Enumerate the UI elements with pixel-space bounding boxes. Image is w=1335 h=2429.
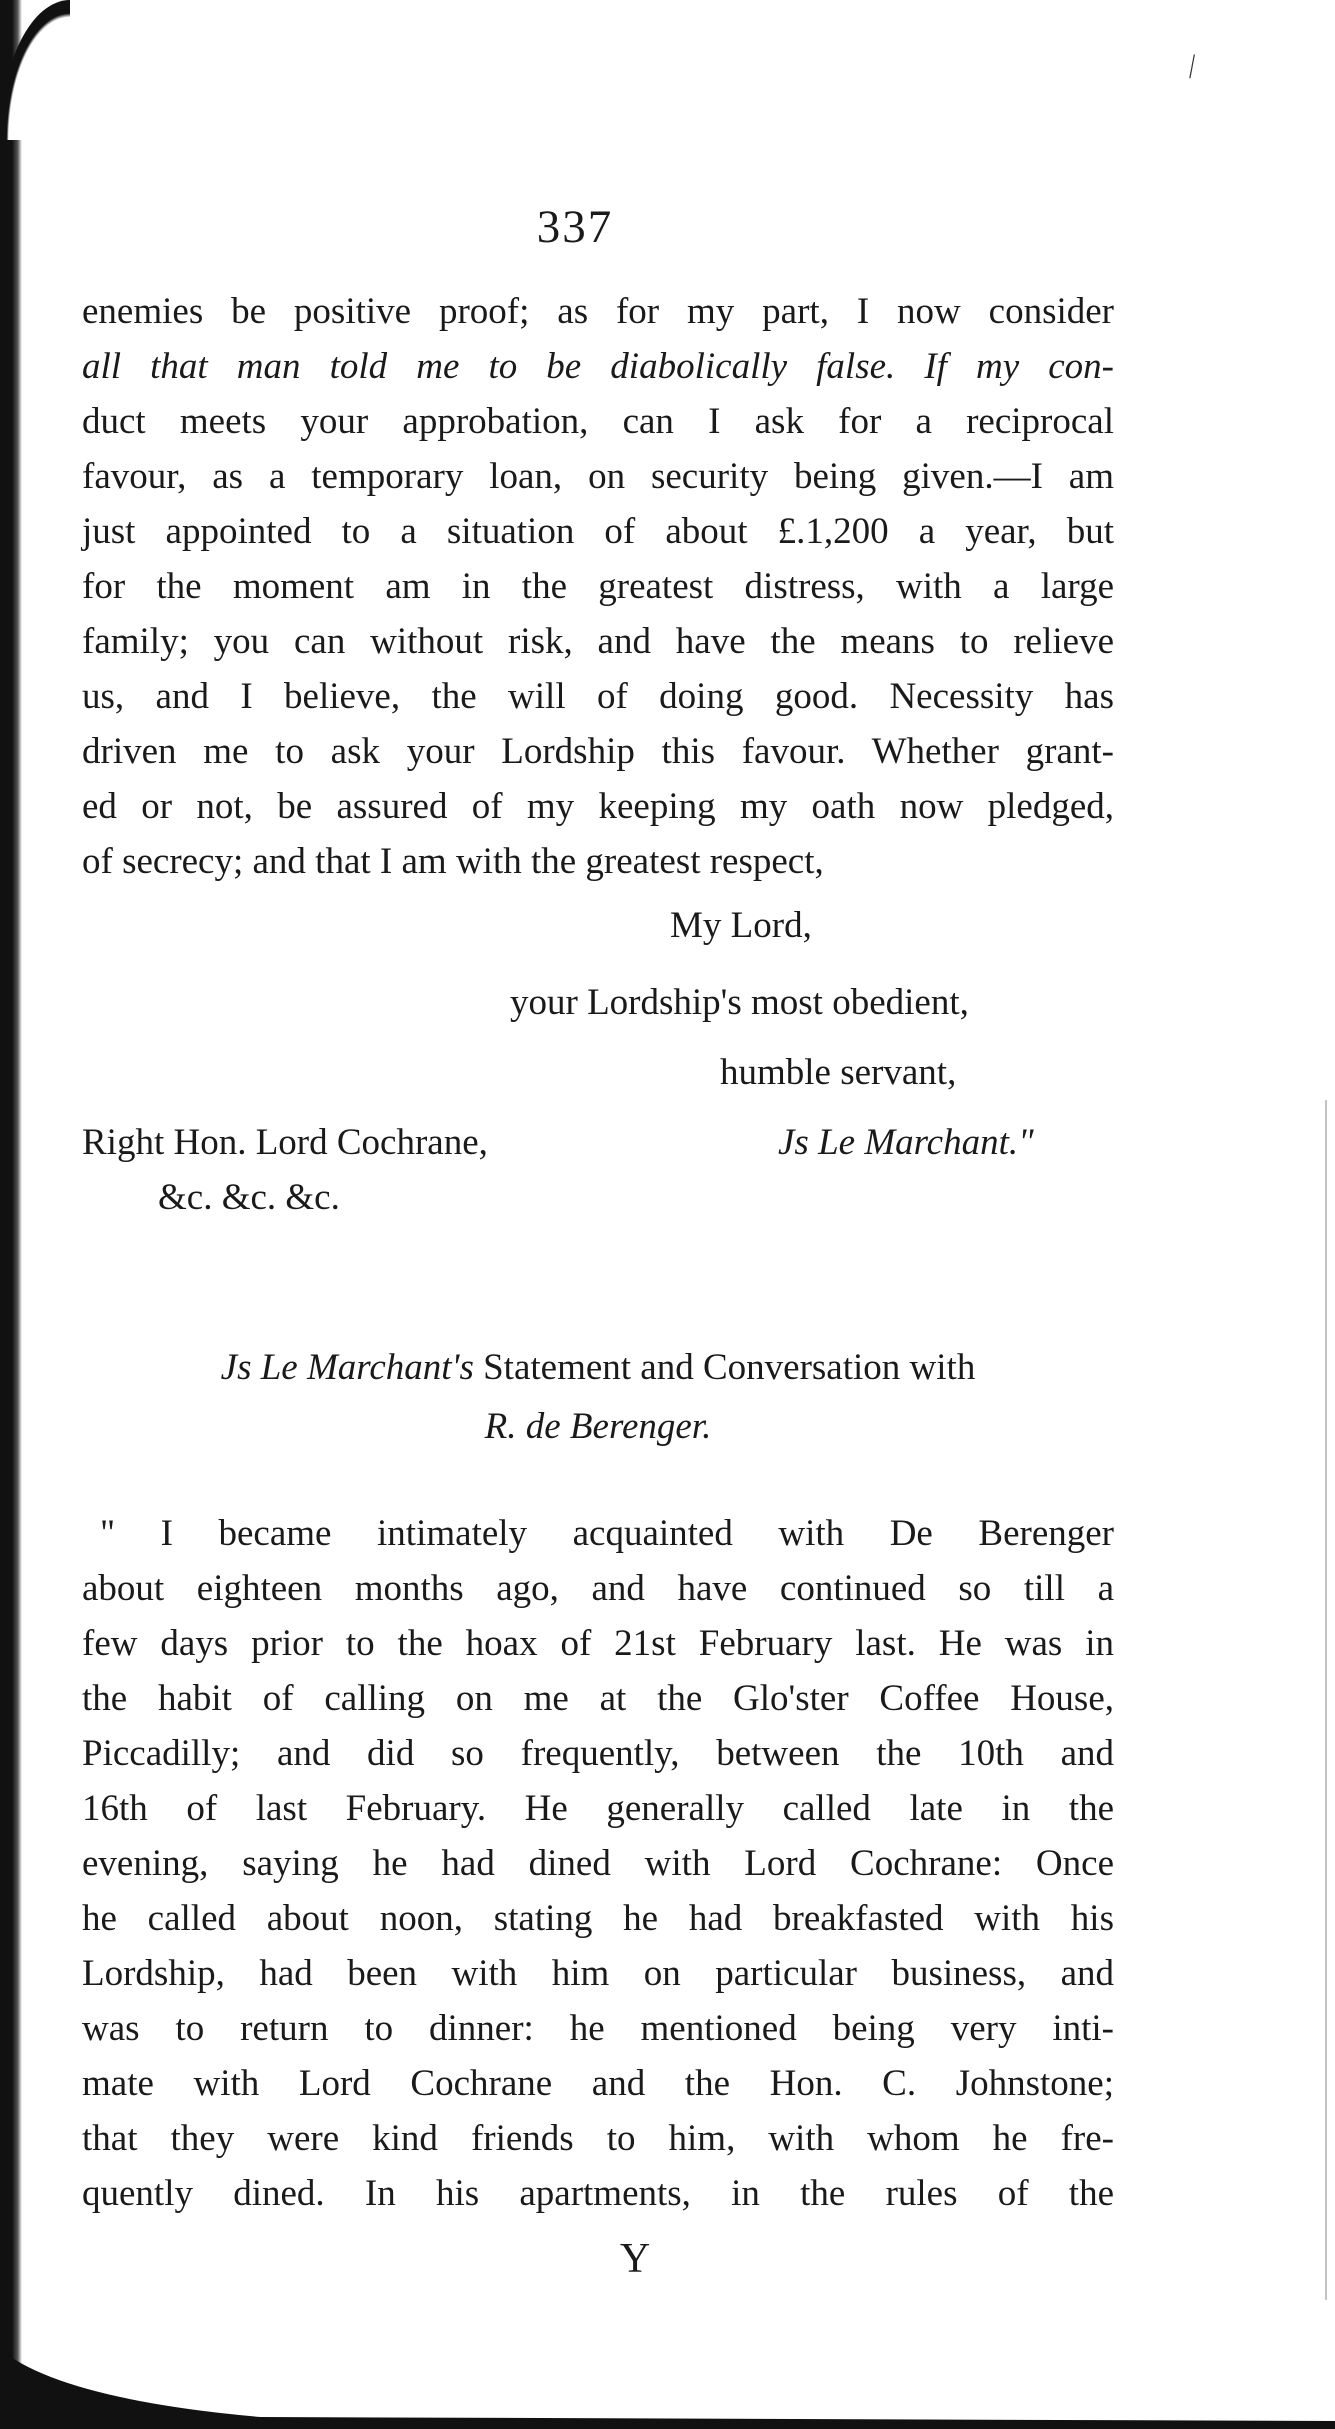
statement-line: he called about noon, stating he had breakfasted with his (82, 1898, 1114, 1939)
page-number: 337 (536, 201, 614, 253)
statement-line: " I became intimately acquainted with De Berenger (100, 1513, 1114, 1554)
letter-line: of secrecy; and that I am with the greatest respect, (82, 841, 824, 882)
addressee-etc: &c. &c. &c. (158, 1177, 340, 1218)
letter-body (82, 284, 1114, 889)
addressee: Right Hon. Lord Cochrane, (82, 1122, 488, 1163)
heading-line-1 (82, 1340, 1114, 1395)
statement-line: 16th of last February. He generally called late in the (82, 1788, 1114, 1829)
catchword: Y (619, 2236, 651, 2282)
scan-left-edge (0, 0, 22, 2429)
letter-line: for the moment am in the greatest distress, with a large (82, 566, 1114, 607)
statement-line: Lordship, had been with him on particular business, and (82, 1953, 1114, 1994)
closing-line: your Lordship's most obedient, (510, 982, 969, 1023)
section-heading (82, 1340, 1114, 1454)
statement-line: quently dined. In his apartments, in the rules of the (82, 2173, 1114, 2214)
heading-line-2: R. de Berenger. (484, 1406, 712, 1447)
statement-line: evening, saying he had dined with Lord Cochrane: Once (82, 1843, 1114, 1884)
scan-right-edge (1325, 1100, 1327, 2300)
closing-salutation: My Lord, (670, 905, 812, 946)
letter-line: all that man told me to be diabolically false. If my con- (82, 346, 1114, 387)
heading-italic: Js Le Marchant's (220, 1347, 474, 1388)
statement-line: was to return to dinner: he mentioned being very inti- (82, 2008, 1114, 2049)
letter-line: duct meets your approbation, can I ask for a reciprocal (82, 401, 1114, 442)
statement-line: Piccadilly; and did so frequently, between the 10th and (82, 1733, 1114, 1774)
statement-body (82, 1506, 1114, 2221)
statement-line: that they were kind friends to him, with whom he fre- (82, 2118, 1114, 2159)
page-curl-bottom (0, 2339, 1335, 2429)
letter-line: ed or not, be assured of my keeping my oath now pledged, (82, 786, 1114, 827)
statement-line: mate with Lord Cochrane and the Hon. C. Johnstone; (82, 2063, 1114, 2104)
letter-line: family; you can without risk, and have the means to relieve (82, 621, 1114, 662)
statement-line: few days prior to the hoax of 21st February last. He was in (82, 1623, 1114, 1664)
statement-line: about eighteen months ago, and have continued so till a (82, 1568, 1114, 1609)
signature: Js Le Marchant." (778, 1122, 1034, 1163)
letter-line: favour, as a temporary loan, on security being given.—I am (82, 456, 1114, 497)
closing-line: humble servant, (720, 1052, 957, 1093)
letter-line: us, and I believe, the will of doing good. Necessity has (82, 676, 1114, 717)
stray-mark: ⁄ (1183, 50, 1202, 83)
letter-line: enemies be positive proof; as for my part, I now consider (82, 291, 1114, 332)
statement-line: the habit of calling on me at the Glo'ster Coffee House, (82, 1678, 1114, 1719)
heading-rest: Statement and Conversation with (473, 1347, 976, 1388)
letter-line: driven me to ask your Lordship this favour. Whether grant- (82, 731, 1114, 772)
letter-line: just appointed to a situation of about £.1,200 a year, but (82, 511, 1114, 552)
